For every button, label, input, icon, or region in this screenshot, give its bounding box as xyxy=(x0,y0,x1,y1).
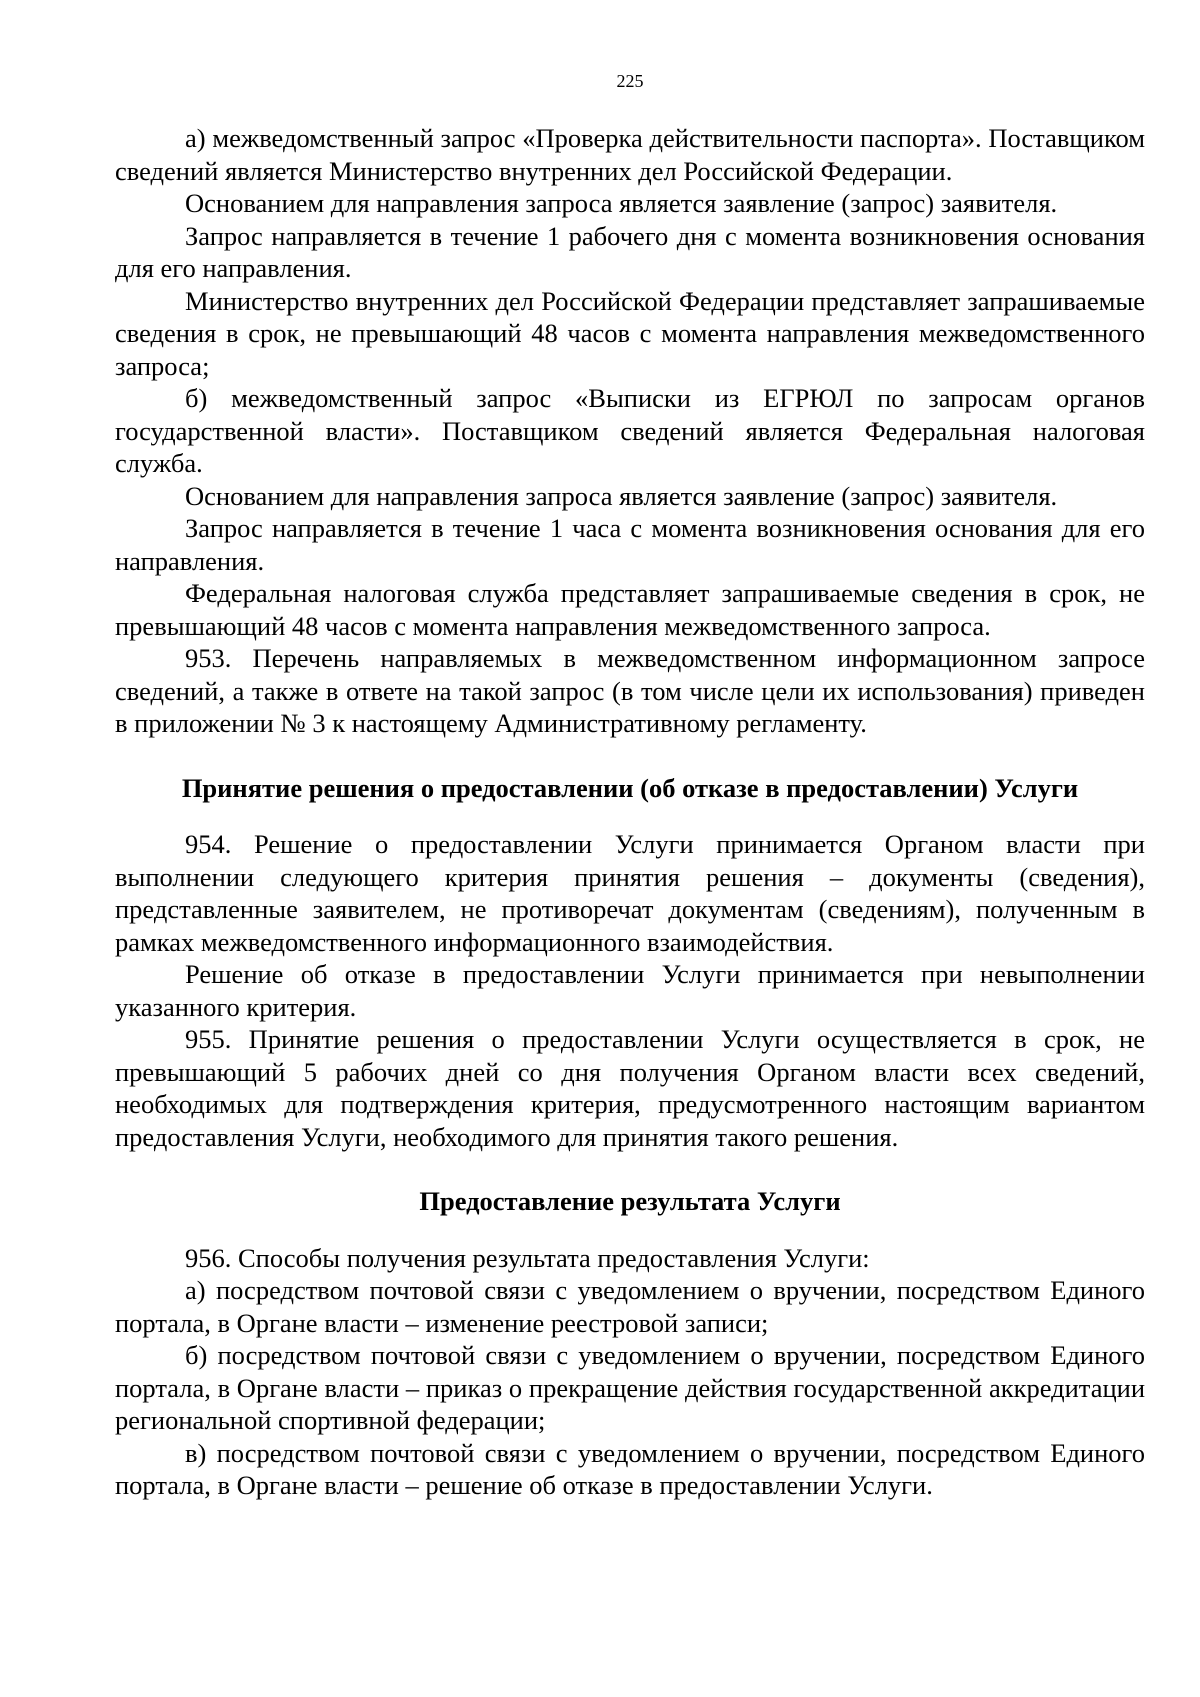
paragraph-interagency-request-egrul: б) межведомственный запрос «Выписки из ЕГРЮЛ по запросам органов государственной власти». Поставщиком сведений является Федеральная налоговая служба. xyxy=(115,383,1145,478)
paragraph-request-timing: Запрос направляется в течение 1 рабочего дня с момента возникновения основания для его направления. xyxy=(115,220,1145,283)
paragraph-fns-response: Федеральная налоговая служба представляет запрашиваемые сведения в срок, не превышающий 48 часов с момента направления межведомственного запроса. xyxy=(115,578,1145,641)
paragraph-956: 956. Способы получения результата предоставления Услуги: xyxy=(185,1242,870,1273)
paragraph-953: 953. Перечень направляемых в межведомственном информационном запросе сведений, а также в ответе на такой запрос (в том числе цели их использования) приведен в приложении № 3 к настоящему Административному регламенту. xyxy=(115,643,1145,738)
document-body xyxy=(115,122,1145,1502)
paragraph-request-timing-2: Запрос направляется в течение 1 часа с момента возникновения основания для его направления. xyxy=(115,513,1145,576)
paragraph-mvd-response: Министерство внутренних дел Российской Федерации представляет запрашиваемые сведения в срок, не превышающий 48 часов с момента направления межведомственного запроса; xyxy=(115,285,1145,381)
paragraph-954: 954. Решение о предоставлении Услуги принимается Органом власти при выполнении следующего критерия принятия решения – документы (сведения), представленные заявителем, не противоречат документам (сведениям), полученным в рамках межведомственного информационного взаимодействия. xyxy=(115,829,1145,957)
paragraph-request-basis-2: Основанием для направления запроса является заявление (запрос) заявителя. xyxy=(185,480,1058,511)
paragraph-refusal-decision: Решение об отказе в предоставлении Услуги принимается при невыполнении указанного критерия. xyxy=(115,959,1145,1022)
page-number: 225 xyxy=(616,71,644,91)
paragraph-result-method-b: б) посредством почтовой связи с уведомлением о вручении, посредством Единого портала, в Органе власти – приказ о прекращение действия государственной аккредитации региональной спортивной федерации; xyxy=(115,1340,1145,1435)
paragraph-interagency-request-passport: а) межведомственный запрос «Проверка действительности паспорта». Поставщиком сведений является Министерство внутренних дел Российской Федерации. xyxy=(115,123,1145,186)
section-heading-result: Предоставление результата Услуги xyxy=(419,1186,841,1216)
paragraph-request-basis: Основанием для направления запроса является заявление (запрос) заявителя. xyxy=(185,188,1058,218)
paragraph-result-method-c: в) посредством почтовой связи с уведомлением о вручении, посредством Единого портала, в Органе власти – решение об отказе в предоставлении Услуги. xyxy=(115,1437,1145,1500)
paragraph-result-method-a: а) посредством почтовой связи с уведомлением о вручении, посредством Единого портала, в Органе власти – изменение реестровой записи; xyxy=(115,1275,1145,1338)
section-heading-decision: Принятие решения о предоставлении (об отказе в предоставлении) Услуги xyxy=(181,772,1079,803)
paragraph-955: 955. Принятие решения о предоставлении Услуги осуществляется в срок, не превышающий 5 рабочих дней со дня получения Органом власти всех сведений, необходимых для подтверждения критерия, предусмотренного настоящим вариантом предоставления Услуги, необходимого для принятия такого решения. xyxy=(115,1024,1145,1152)
